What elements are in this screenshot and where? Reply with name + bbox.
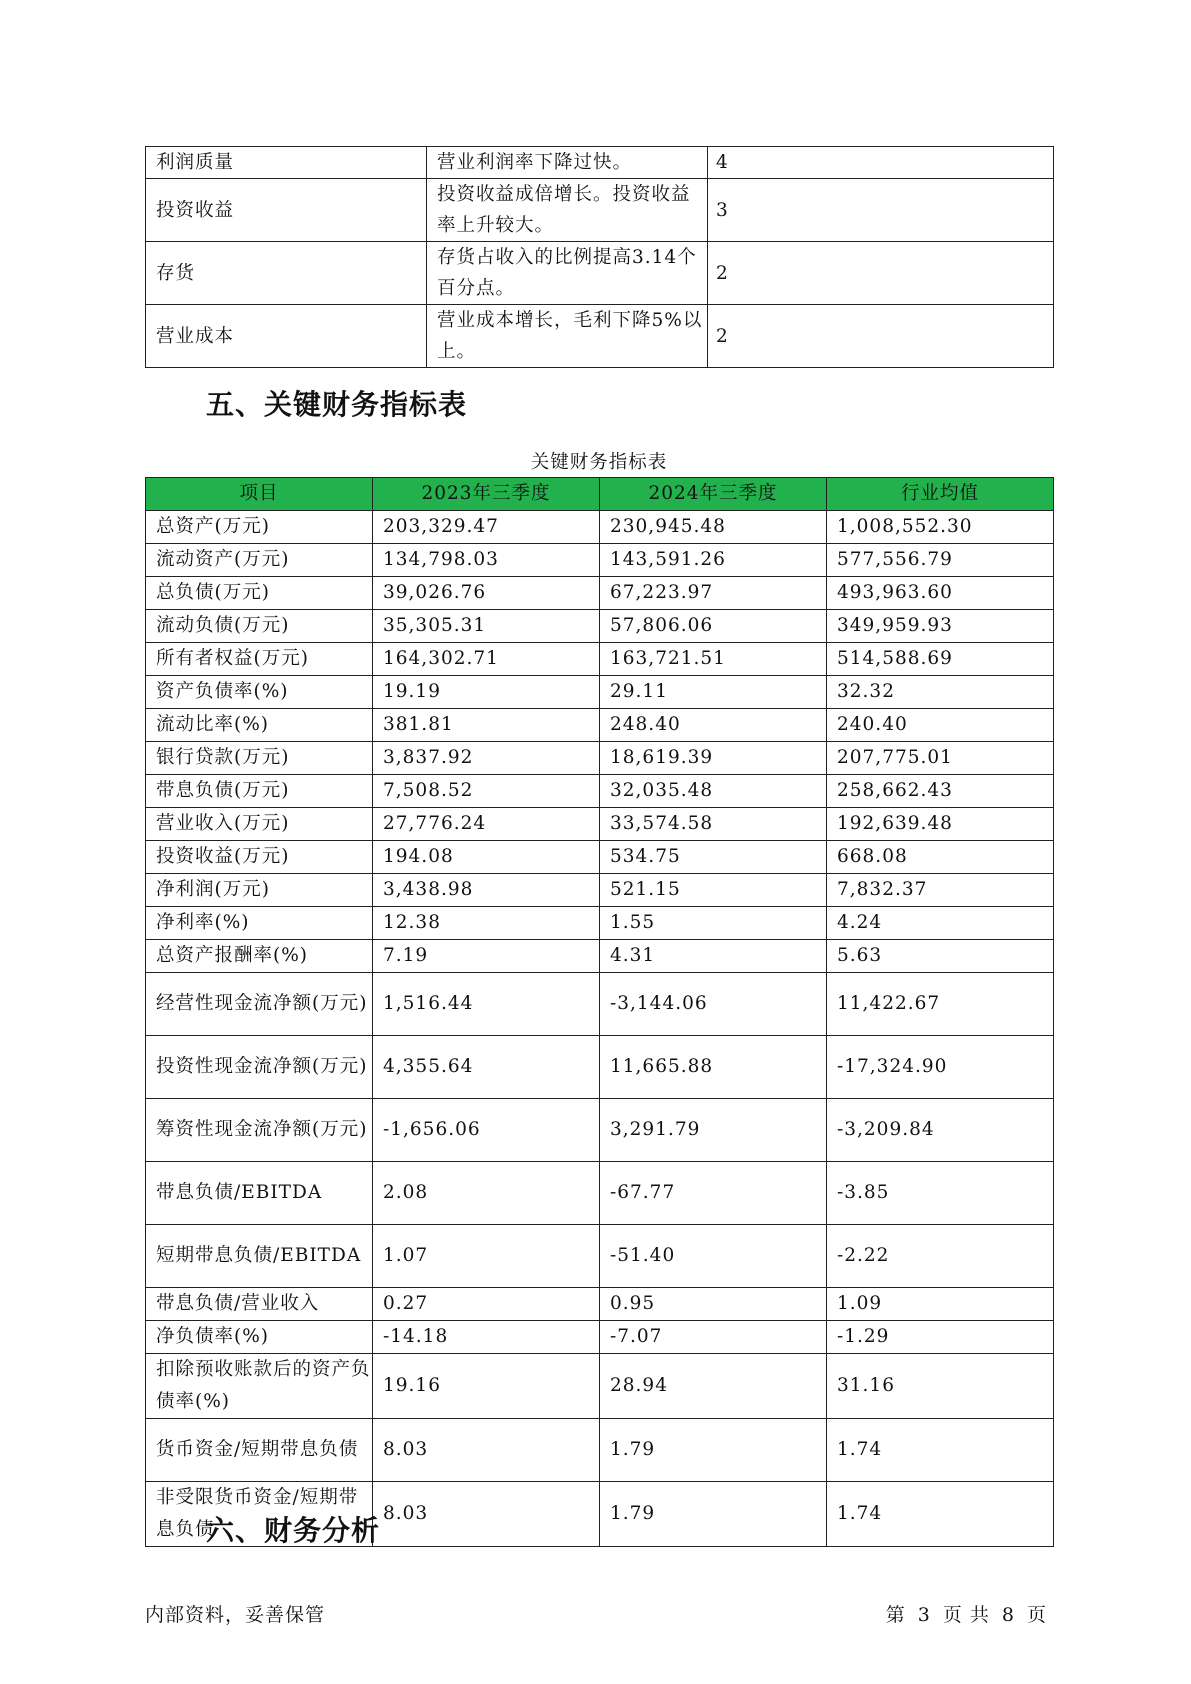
key-financial-indicators-table-body — [146, 511, 1054, 1547]
value-2023-q3-cell: 134,798.03 — [373, 544, 600, 577]
value-2023-q3-cell: 4,355.64 — [373, 1036, 600, 1099]
industry-avg-cell: 349,959.93 — [827, 610, 1054, 643]
indicator-name-cell: 筹资性现金流净额(万元) — [146, 1099, 373, 1162]
indicator-row — [146, 1099, 1054, 1162]
risk-table-row — [146, 242, 1054, 305]
value-2023-q3-cell: 3,438.98 — [373, 874, 600, 907]
header-2023-q3: 2023年三季度 — [373, 478, 600, 511]
page-prefix: 第 — [885, 1604, 906, 1626]
value-2023-q3-cell: 7,508.52 — [373, 775, 600, 808]
risk-score-cell: 4 — [708, 147, 1054, 179]
indicator-name-cell: 带息负债(万元) — [146, 775, 373, 808]
indicator-row — [146, 643, 1054, 676]
indicator-name-cell: 流动资产(万元) — [146, 544, 373, 577]
value-2023-q3-cell: 203,329.47 — [373, 511, 600, 544]
industry-avg-cell: 240.40 — [827, 709, 1054, 742]
indicator-row — [146, 841, 1054, 874]
risk-score-cell: 2 — [708, 242, 1054, 305]
industry-avg-cell: 207,775.01 — [827, 742, 1054, 775]
value-2024-q3-cell: 67,223.97 — [600, 577, 827, 610]
value-2023-q3-cell: -1,656.06 — [373, 1099, 600, 1162]
risk-description-cell: 存货占收入的比例提高3.14个百分点。 — [427, 242, 708, 305]
indicator-row — [146, 1419, 1054, 1482]
industry-avg-cell: 1.74 — [827, 1482, 1054, 1547]
industry-avg-cell: -2.22 — [827, 1225, 1054, 1288]
industry-avg-cell: 258,662.43 — [827, 775, 1054, 808]
indicator-row — [146, 1288, 1054, 1321]
indicator-name-cell: 扣除预收账款后的资产负债率(%) — [146, 1354, 373, 1419]
value-2024-q3-cell: 1.79 — [600, 1482, 827, 1547]
value-2024-q3-cell: 1.55 — [600, 907, 827, 940]
indicator-row — [146, 709, 1054, 742]
industry-avg-cell: 5.63 — [827, 940, 1054, 973]
risk-item-cell: 利润质量 — [146, 147, 427, 179]
value-2024-q3-cell: 248.40 — [600, 709, 827, 742]
page-mid: 页 共 — [942, 1604, 990, 1626]
industry-avg-cell: 1,008,552.30 — [827, 511, 1054, 544]
value-2023-q3-cell: 3,837.92 — [373, 742, 600, 775]
risk-score-cell: 2 — [708, 305, 1054, 368]
value-2024-q3-cell: 57,806.06 — [600, 610, 827, 643]
industry-avg-cell: -3,209.84 — [827, 1099, 1054, 1162]
value-2024-q3-cell: -7.07 — [600, 1321, 827, 1354]
risk-description-cell: 营业成本增长，毛利下降5%以上。 — [427, 305, 708, 368]
value-2023-q3-cell: 381.81 — [373, 709, 600, 742]
value-2023-q3-cell: 1,516.44 — [373, 973, 600, 1036]
value-2024-q3-cell: -3,144.06 — [600, 973, 827, 1036]
value-2024-q3-cell: 29.11 — [600, 676, 827, 709]
industry-avg-cell: 11,422.67 — [827, 973, 1054, 1036]
industry-avg-cell: 514,588.69 — [827, 643, 1054, 676]
value-2023-q3-cell: 0.27 — [373, 1288, 600, 1321]
indicator-name-cell: 带息负债/营业收入 — [146, 1288, 373, 1321]
section-title-financial-analysis: 六、财务分析 — [206, 1514, 381, 1547]
value-2024-q3-cell: 143,591.26 — [600, 544, 827, 577]
value-2023-q3-cell: 2.08 — [373, 1162, 600, 1225]
indicator-row — [146, 874, 1054, 907]
risk-table-row — [146, 305, 1054, 368]
value-2024-q3-cell: 18,619.39 — [600, 742, 827, 775]
indicator-name-cell: 货币资金/短期带息负债 — [146, 1419, 373, 1482]
header-item: 项目 — [146, 478, 373, 511]
indicator-name-cell: 营业收入(万元) — [146, 808, 373, 841]
value-2024-q3-cell: 3,291.79 — [600, 1099, 827, 1162]
page-number: 3 — [917, 1604, 931, 1626]
industry-avg-cell: 668.08 — [827, 841, 1054, 874]
industry-avg-cell: 32.32 — [827, 676, 1054, 709]
risk-score-cell: 3 — [708, 179, 1054, 242]
value-2024-q3-cell: 28.94 — [600, 1354, 827, 1419]
indicator-row — [146, 676, 1054, 709]
indicator-row — [146, 742, 1054, 775]
indicator-row — [146, 973, 1054, 1036]
footer-confidential-note: 内部资料，妥善保管 — [145, 1604, 326, 1626]
value-2024-q3-cell: 4.31 — [600, 940, 827, 973]
risk-factor-table — [145, 146, 1054, 368]
indicator-name-cell: 经营性现金流净额(万元) — [146, 973, 373, 1036]
page-total: 8 — [1001, 1604, 1015, 1626]
indicator-row — [146, 940, 1054, 973]
value-2023-q3-cell: 194.08 — [373, 841, 600, 874]
value-2023-q3-cell: 19.19 — [373, 676, 600, 709]
table-header-row — [146, 478, 1054, 511]
industry-avg-cell: 31.16 — [827, 1354, 1054, 1419]
indicator-name-cell: 非受限货币资金/短期带息负债 — [146, 1482, 373, 1547]
key-financial-indicators-table — [145, 477, 1054, 1547]
risk-factor-table-body — [146, 147, 1054, 368]
indicator-name-cell: 资产负债率(%) — [146, 676, 373, 709]
value-2024-q3-cell: 0.95 — [600, 1288, 827, 1321]
industry-avg-cell: -1.29 — [827, 1321, 1054, 1354]
indicator-row — [146, 577, 1054, 610]
page-suffix: 页 — [1026, 1604, 1047, 1626]
header-industry-avg: 行业均值 — [827, 478, 1054, 511]
value-2023-q3-cell: -14.18 — [373, 1321, 600, 1354]
indicator-name-cell: 净利率(%) — [146, 907, 373, 940]
header-2024-q3: 2024年三季度 — [600, 478, 827, 511]
indicator-name-cell: 总负债(万元) — [146, 577, 373, 610]
value-2024-q3-cell: -67.77 — [600, 1162, 827, 1225]
value-2023-q3-cell: 164,302.71 — [373, 643, 600, 676]
section-title-key-indicators: 五、关键财务指标表 — [206, 388, 468, 421]
value-2023-q3-cell: 27,776.24 — [373, 808, 600, 841]
indicator-row — [146, 1225, 1054, 1288]
value-2023-q3-cell: 12.38 — [373, 907, 600, 940]
value-2023-q3-cell: 35,305.31 — [373, 610, 600, 643]
value-2024-q3-cell: 230,945.48 — [600, 511, 827, 544]
value-2024-q3-cell: 33,574.58 — [600, 808, 827, 841]
value-2024-q3-cell: 163,721.51 — [600, 643, 827, 676]
indicator-row — [146, 1036, 1054, 1099]
indicator-name-cell: 流动负债(万元) — [146, 610, 373, 643]
risk-item-cell: 存货 — [146, 242, 427, 305]
value-2023-q3-cell: 1.07 — [373, 1225, 600, 1288]
industry-avg-cell: 1.09 — [827, 1288, 1054, 1321]
indicator-name-cell: 总资产(万元) — [146, 511, 373, 544]
indicator-row — [146, 1321, 1054, 1354]
industry-avg-cell: 7,832.37 — [827, 874, 1054, 907]
footer-page-info — [880, 1600, 1053, 1627]
indicator-row — [146, 544, 1054, 577]
indicator-name-cell: 总资产报酬率(%) — [146, 940, 373, 973]
risk-description-cell: 营业利润率下降过快。 — [427, 147, 708, 179]
indicator-name-cell: 净利润(万元) — [146, 874, 373, 907]
risk-description-cell: 投资收益成倍增长。投资收益率上升较大。 — [427, 179, 708, 242]
indicator-row — [146, 1354, 1054, 1419]
indicator-name-cell: 短期带息负债/EBITDA — [146, 1225, 373, 1288]
industry-avg-cell: 577,556.79 — [827, 544, 1054, 577]
indicator-name-cell: 投资收益(万元) — [146, 841, 373, 874]
risk-table-row — [146, 147, 1054, 179]
value-2023-q3-cell: 8.03 — [373, 1419, 600, 1482]
industry-avg-cell: 192,639.48 — [827, 808, 1054, 841]
value-2024-q3-cell: 534.75 — [600, 841, 827, 874]
indicator-row — [146, 907, 1054, 940]
indicator-name-cell: 净负债率(%) — [146, 1321, 373, 1354]
value-2023-q3-cell: 8.03 — [373, 1482, 600, 1547]
industry-avg-cell: 1.74 — [827, 1419, 1054, 1482]
value-2024-q3-cell: 11,665.88 — [600, 1036, 827, 1099]
risk-item-cell: 营业成本 — [146, 305, 427, 368]
indicator-name-cell: 银行贷款(万元) — [146, 742, 373, 775]
value-2024-q3-cell: 32,035.48 — [600, 775, 827, 808]
industry-avg-cell: 4.24 — [827, 907, 1054, 940]
indicator-name-cell: 投资性现金流净额(万元) — [146, 1036, 373, 1099]
indicator-name-cell: 所有者权益(万元) — [146, 643, 373, 676]
indicator-row — [146, 775, 1054, 808]
indicator-name-cell: 带息负债/EBITDA — [146, 1162, 373, 1225]
indicator-row — [146, 511, 1054, 544]
value-2024-q3-cell: 521.15 — [600, 874, 827, 907]
table-caption: 关键财务指标表 — [530, 452, 668, 473]
indicator-row — [146, 808, 1054, 841]
risk-item-cell: 投资收益 — [146, 179, 427, 242]
industry-avg-cell: -17,324.90 — [827, 1036, 1054, 1099]
value-2024-q3-cell: 1.79 — [600, 1419, 827, 1482]
industry-avg-cell: 493,963.60 — [827, 577, 1054, 610]
industry-avg-cell: -3.85 — [827, 1162, 1054, 1225]
risk-table-row — [146, 179, 1054, 242]
indicator-name-cell: 流动比率(%) — [146, 709, 373, 742]
value-2023-q3-cell: 19.16 — [373, 1354, 600, 1419]
value-2023-q3-cell: 7.19 — [373, 940, 600, 973]
value-2024-q3-cell: -51.40 — [600, 1225, 827, 1288]
value-2023-q3-cell: 39,026.76 — [373, 577, 600, 610]
indicator-row — [146, 1162, 1054, 1225]
indicator-row — [146, 610, 1054, 643]
